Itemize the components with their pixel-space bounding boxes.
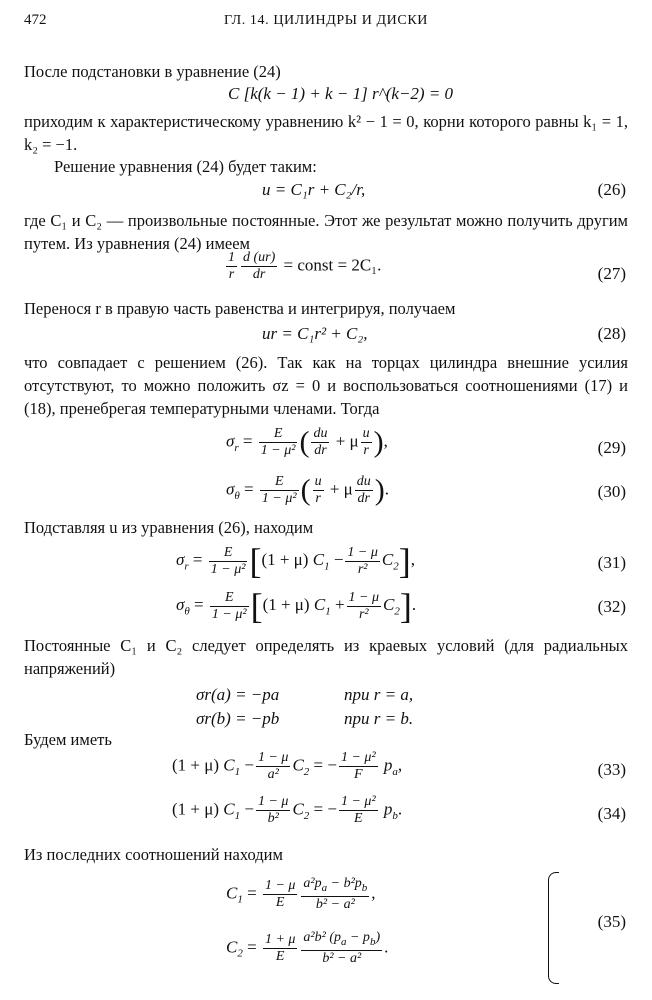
equation-number-27: (27) — [597, 264, 626, 283]
paragraph-6: что совпадает с решением (26). Так как на торцах цилиндра внешние усилия отсутствуют, то можно положить σz = 0 и воспользоваться соотношениями (17) и (18), пренебрегая температурными членами. Тогда — [24, 353, 628, 418]
equation-number-32: (32) — [597, 597, 626, 616]
equation-number-28: (28) — [597, 324, 626, 343]
fraction-d-ur-dr: $\frac{d (ur)}{dr}$ — [243, 250, 276, 282]
paragraph-3: Решение уравнения (24) будет таким: — [54, 157, 317, 176]
boundary-condition-2: σr(b) = −pb — [196, 709, 280, 728]
paragraph-7: Подставляя u из уравнения (26), находим — [24, 518, 314, 537]
paragraph-4: где C₁ и C₂ — произвольные постоянные. Этот же результат можно получить другим путем. Из уравнения (24) имеем — [24, 211, 628, 253]
boundary-condition-2-where: при r = b. — [344, 709, 414, 728]
equation-number-31: (31) — [597, 553, 626, 572]
equation-27 — [224, 250, 381, 283]
paragraph-5: Перенося r в правую часть равенства и интегрируя, получаем — [24, 299, 456, 318]
paragraph-1: После подстановки в уравнение (24) — [24, 62, 281, 81]
paragraph-2: приходим к характеристическому уравнению k² − 1 = 0, корни которого равны k₁ = 1, k₂ = −1. — [24, 112, 628, 154]
equation-30: $\sigma_\theta$ = $\frac{E}{\text{1 − μ²}}$ ( $\frac{u}{r}$ + μ $\frac{du}{dr}$ ). — [226, 473, 390, 507]
equation-35-brace — [548, 872, 559, 984]
page-number: 472 — [24, 12, 47, 28]
equation-26: u = C₁r + C₂/r, — [262, 180, 366, 199]
equation-32: $\sigma_\theta$ = $\frac{E}{\text{1 − μ²}}$ [(1 + μ) $C_1$ + $\frac{1 - \mu}{\text{r²}}$ $C_2$]. — [176, 586, 417, 626]
equation-35-c1: $C_1$ = $\frac{1 - \mu}{E}$ $\frac{a^2p_a - b^2p_b}{\text{b² − a²}}$ , — [226, 876, 376, 912]
equation-33: (1 + μ) $C_1$ − $\frac{1 - \mu}{\text{a²}}$ $C_2$ = − $\frac{\text{1 − μ²}}{F}$ $p_a$, — [172, 750, 403, 782]
equation-number-33: (33) — [597, 760, 626, 779]
equation-number-29: (29) — [597, 438, 626, 457]
equation-35-c2: $C_2$ = $\frac{1 + \mu}{E}$ $\frac{a^2b^2 (p_a - p_b)}{\text{b² − a²}}$ . — [226, 930, 389, 966]
fraction-1-over-r: $\frac{1}{r}$ — [228, 250, 235, 282]
equation-number-34: (34) — [597, 804, 626, 823]
paragraph-10: Из последних соотношений находим — [24, 845, 283, 864]
boundary-condition-1: σr(a) = −pa — [196, 685, 280, 704]
equation-29: $\sigma_r$ = $\frac{E}{\text{1 − μ²}}$ ( $\frac{du}{dr}$ + μ $\frac{u}{r}$ ), — [226, 425, 388, 459]
equation-number-26: (26) — [597, 180, 626, 199]
equation-27-rhs: = const = 2C₁. — [283, 255, 382, 275]
running-header: ГЛ. 14. ЦИЛИНДРЫ И ДИСКИ — [224, 13, 428, 28]
paragraph-8: Постоянные C₁ и C₂ следует определять из краевых условий (для радиальных напряжений) — [24, 636, 628, 678]
equation-number-30: (30) — [597, 482, 626, 501]
equation-number-35: (35) — [597, 912, 626, 931]
paragraph-9: Будем иметь — [24, 730, 112, 749]
equation-34: (1 + μ) $C_1$ − $\frac{1 - \mu}{\text{b²}}$ $C_2$ = − $\frac{\text{1 − μ²}}{E}$ $p_b$. — [172, 794, 403, 826]
equation-28: ur = C₁r² + C₂, — [262, 324, 368, 343]
equation-characteristic: C [k(k − 1) + k − 1] r^(k−2) = 0 — [228, 84, 454, 103]
equation-31: $\sigma_r$ = $\frac{E}{\text{1 − μ²}}$ [(1 + μ) $C_1$ − $\frac{1 - \mu}{\text{r²}}$ $C_2$], — [176, 541, 415, 581]
boundary-condition-1-where: при r = a, — [344, 685, 414, 704]
